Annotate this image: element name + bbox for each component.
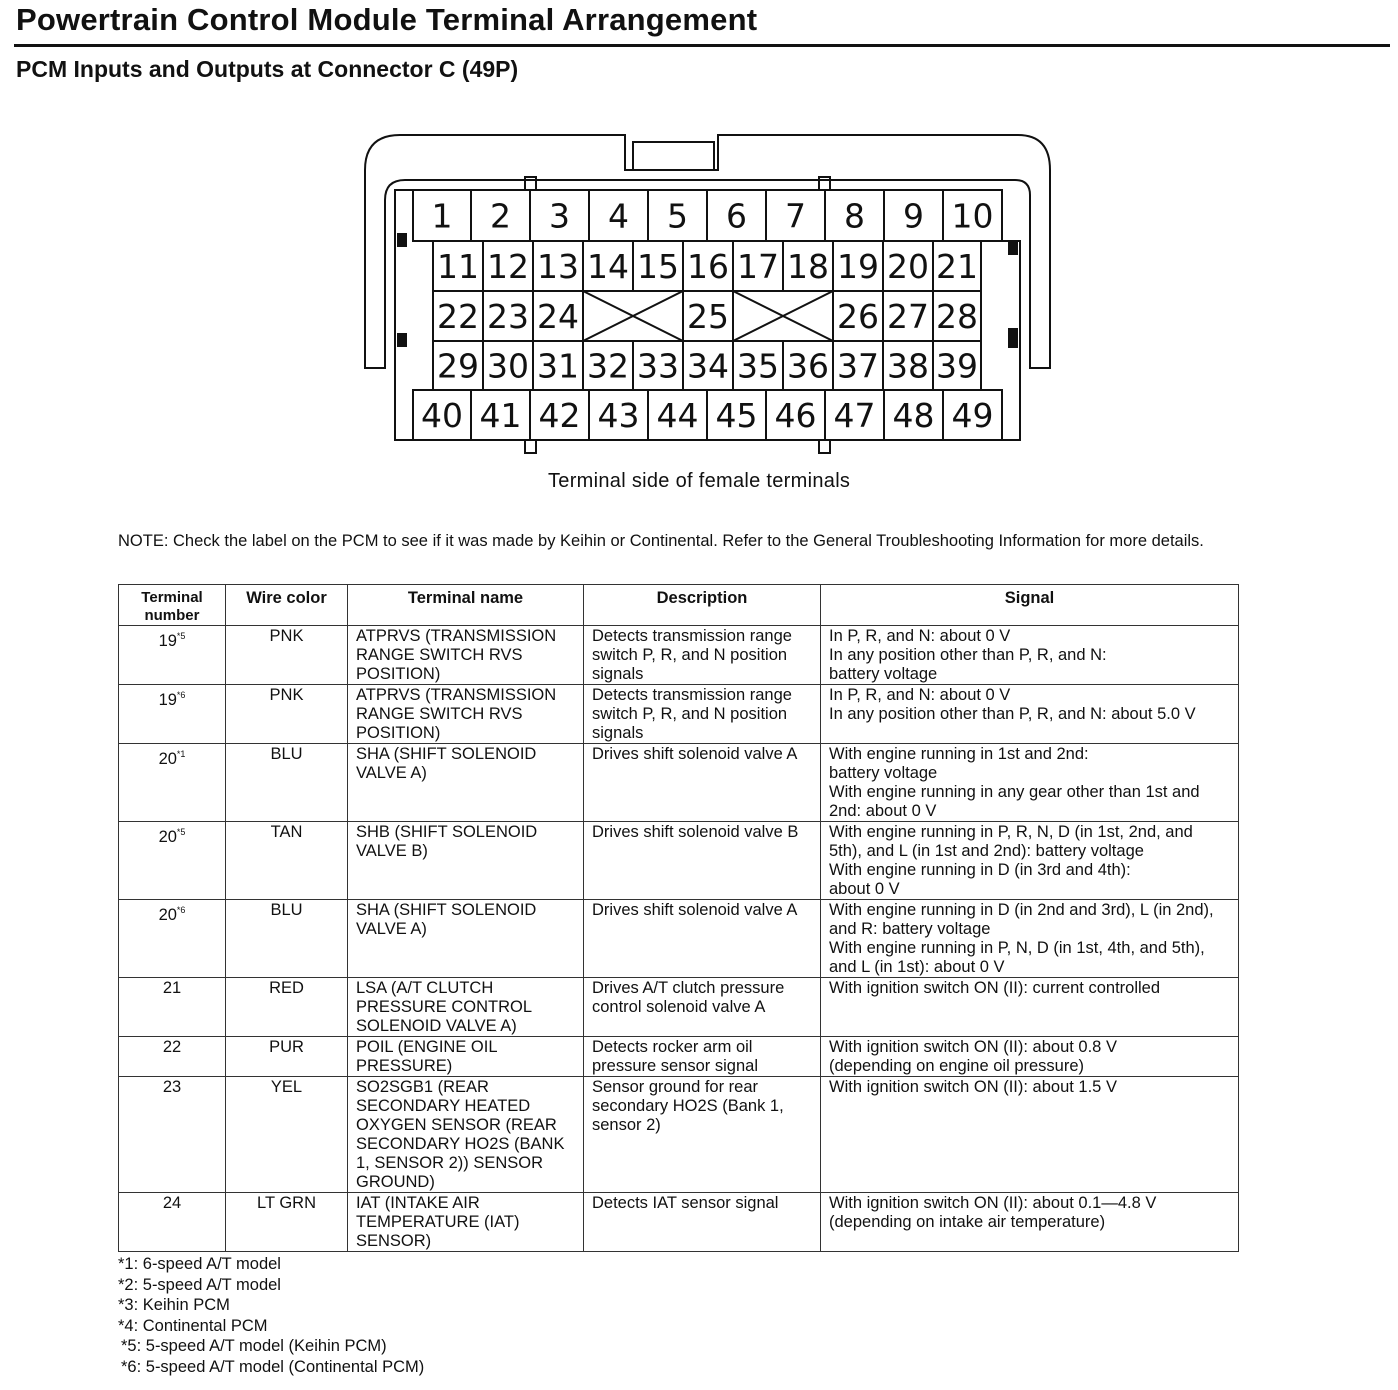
page-title: Powertrain Control Module Terminal Arrangement <box>16 2 758 37</box>
wire-color-cell: PNK <box>226 685 348 744</box>
description-cell: Drives A/T clutch pressure control solenoid valve A <box>584 978 821 1037</box>
connector-diagram <box>0 0 1398 470</box>
signal-cell: With ignition switch ON (II): about 1.5 V <box>821 1077 1239 1193</box>
pin-number: 38 <box>887 346 929 386</box>
pin-number: 14 <box>587 247 629 286</box>
key-tab <box>819 440 830 453</box>
table-row <box>119 1037 1239 1077</box>
pin-number: 7 <box>785 196 806 236</box>
description-cell: Drives shift solenoid valve A <box>584 744 821 822</box>
terminal-number-cell <box>119 1037 226 1077</box>
footnote-marker: *1 <box>176 749 186 759</box>
terminal-number-cell <box>119 822 226 900</box>
terminal-number: 19 <box>158 632 177 650</box>
signal-cell: With engine running in P, R, N, D (in 1st, 2nd, and 5th), and L (in 1st and 2nd): battery voltage With engine running in D (in 3rd and 4th): about 0 V <box>821 822 1239 900</box>
terminal-name-cell: SHB (SHIFT SOLENOID VALVE B) <box>348 822 584 900</box>
col-header-terminal-number: Terminal number <box>119 585 226 626</box>
pin-number: 49 <box>951 396 994 435</box>
terminal-name-cell: LSA (A/T CLUTCH PRESSURE CONTROL SOLENOID VALVE A) <box>348 978 584 1037</box>
signal-cell: In P, R, and N: about 0 V In any position other than P, R, and N: battery voltage <box>821 626 1239 685</box>
pin-number: 23 <box>487 297 529 336</box>
description-cell: Drives shift solenoid valve B <box>584 822 821 900</box>
terminal-name-cell: ATPRVS (TRANSMISSION RANGE SWITCH RVS POSITION) <box>348 626 584 685</box>
terminal-number: 21 <box>162 979 182 997</box>
signal-cell: With engine running in 1st and 2nd: battery voltage With engine running in any gear other than 1st and 2nd: about 0 V <box>821 744 1239 822</box>
pin-number: 32 <box>587 346 629 386</box>
pin-number: 3 <box>549 196 570 236</box>
pin-number: 12 <box>487 247 529 286</box>
pin-number: 40 <box>421 396 463 435</box>
pin-number: 6 <box>726 196 747 236</box>
description-cell: Detects transmission range switch P, R, and N position signals <box>584 685 821 744</box>
footnote-marker: *6 <box>176 690 186 700</box>
terminal-number: 20 <box>158 828 177 846</box>
terminal-number: 24 <box>162 1194 182 1212</box>
terminal-name-cell: SO2SGB1 (REAR SECONDARY HEATED OXYGEN SENSOR (REAR SECONDARY HO2S (BANK 1, SENSOR 2)) SENSOR GROUND) <box>348 1077 584 1193</box>
pin-number: 37 <box>837 346 879 386</box>
pin-number: 18 <box>787 247 829 286</box>
terminal-number-cell <box>119 978 226 1037</box>
pin-number: 42 <box>538 396 581 435</box>
pin-number: 33 <box>637 346 679 386</box>
table-header-row <box>119 585 1239 626</box>
table-row <box>119 744 1239 822</box>
terminal-name-cell: POIL (ENGINE OIL PRESSURE) <box>348 1037 584 1077</box>
signal-cell: With ignition switch ON (II): about 0.1—4.8 V (depending on intake air temperature) <box>821 1193 1239 1252</box>
pin-number: 25 <box>687 297 729 336</box>
pin-number: 34 <box>687 346 729 386</box>
description-cell: Detects rocker arm oil pressure sensor signal <box>584 1037 821 1077</box>
pin-number: 43 <box>597 396 640 435</box>
table-row <box>119 900 1239 978</box>
pin-number: 27 <box>887 297 929 336</box>
key-tab <box>525 177 536 190</box>
pin-number: 39 <box>936 346 978 386</box>
terminal-number-cell <box>119 685 226 744</box>
terminal-number-cell <box>119 1077 226 1193</box>
col-header-description: Description <box>584 585 821 626</box>
footnote: *6: 5-speed A/T model (Continental PCM) <box>121 1357 425 1376</box>
signal-cell: With engine running in D (in 2nd and 3rd), L (in 2nd), and R: battery voltage With engine running in P, N, D (in 1st, 4th, and 5th), and L (in 1st): about 0 V <box>821 900 1239 978</box>
terminal-table <box>118 584 1239 1252</box>
wire-color-cell: RED <box>226 978 348 1037</box>
footnote-marker: *5 <box>176 827 186 837</box>
description-cell: Sensor ground for rear secondary HO2S (Bank 1, sensor 2) <box>584 1077 821 1193</box>
terminal-number-cell <box>119 744 226 822</box>
pin-number: 11 <box>437 247 479 286</box>
table-row <box>119 685 1239 744</box>
pin-number: 35 <box>737 346 779 386</box>
pin-number: 10 <box>951 196 994 236</box>
pin-number: 19 <box>837 247 879 286</box>
note-text: NOTE: Check the label on the PCM to see if it was made by Keihin or Continental. Refer to the General Troubleshooting Information for more details. <box>118 532 1204 550</box>
col-header-terminal-name: Terminal name <box>348 585 584 626</box>
footnote: *5: 5-speed A/T model (Keihin PCM) <box>121 1337 387 1355</box>
pin-number: 48 <box>892 396 935 435</box>
pin-number: 44 <box>656 396 699 435</box>
footnote: *4: Continental PCM <box>118 1316 268 1335</box>
pin-number: 41 <box>479 396 522 435</box>
pin-number: 30 <box>487 346 529 386</box>
pin-number: 9 <box>903 196 924 236</box>
col-header-signal: Signal <box>821 585 1239 626</box>
signal-cell: With ignition switch ON (II): current controlled <box>821 978 1239 1037</box>
pin-number: 31 <box>537 346 579 386</box>
terminal-number: 20 <box>158 906 177 924</box>
signal-cell: In P, R, and N: about 0 V In any position other than P, R, and N: about 5.0 V <box>821 685 1239 744</box>
terminal-number: 22 <box>162 1038 182 1056</box>
pin-number: 15 <box>637 247 679 286</box>
pin-number: 1 <box>431 196 453 236</box>
pin-number: 22 <box>437 297 479 336</box>
pin-number: 2 <box>490 196 511 236</box>
lock-mark <box>1008 328 1018 348</box>
pin-number: 16 <box>687 247 729 286</box>
pin-number: 5 <box>667 196 688 236</box>
diagram-caption: Terminal side of female terminals <box>548 470 851 492</box>
pin-number: 13 <box>537 247 579 286</box>
pin-number: 26 <box>837 297 879 336</box>
pin-number: 36 <box>787 346 829 386</box>
terminal-number: 20 <box>158 750 177 768</box>
footnote: *2: 5-speed A/T model <box>118 1275 281 1294</box>
wire-color-cell: TAN <box>226 822 348 900</box>
wire-color-cell: YEL <box>226 1077 348 1193</box>
footnotes <box>118 1254 424 1377</box>
footnote: *1: 6-speed A/T model <box>118 1255 281 1273</box>
footnote-marker: *6 <box>176 905 186 915</box>
terminal-name-cell: SHA (SHIFT SOLENOID VALVE A) <box>348 900 584 978</box>
description-cell: Drives shift solenoid valve A <box>584 900 821 978</box>
terminal-number-cell <box>119 900 226 978</box>
footnote: *3: Keihin PCM <box>118 1296 230 1314</box>
lock-mark <box>1008 241 1018 255</box>
terminal-name-cell: IAT (INTAKE AIR TEMPERATURE (IAT) SENSOR) <box>348 1193 584 1252</box>
terminal-number: 19 <box>158 691 177 709</box>
wire-color-cell: PNK <box>226 626 348 685</box>
table-row <box>119 1077 1239 1193</box>
lock-mark <box>397 333 407 347</box>
table-row <box>119 626 1239 685</box>
terminal-name-cell: ATPRVS (TRANSMISSION RANGE SWITCH RVS POSITION) <box>348 685 584 744</box>
signal-cell: With ignition switch ON (II): about 0.8 V (depending on engine oil pressure) <box>821 1037 1239 1077</box>
pin-number: 21 <box>936 247 978 286</box>
description-cell: Detects transmission range switch P, R, and N position signals <box>584 626 821 685</box>
wire-color-cell: PUR <box>226 1037 348 1077</box>
key-tab <box>525 440 536 453</box>
terminal-number: 23 <box>162 1078 182 1096</box>
pin-number: 29 <box>437 346 479 386</box>
table-row <box>119 822 1239 900</box>
wire-color-cell: LT GRN <box>226 1193 348 1252</box>
pin-number: 46 <box>774 396 817 435</box>
terminal-number-cell <box>119 1193 226 1252</box>
pin-number: 20 <box>887 247 929 286</box>
terminal-name-cell: SHA (SHIFT SOLENOID VALVE A) <box>348 744 584 822</box>
pin-number: 45 <box>715 396 758 435</box>
pin-number: 8 <box>844 196 865 236</box>
table-row <box>119 1193 1239 1252</box>
wire-color-cell: BLU <box>226 900 348 978</box>
pin-number: 47 <box>833 396 876 435</box>
section-title: PCM Inputs and Outputs at Connector C (49P) <box>16 56 519 82</box>
table-row <box>119 978 1239 1037</box>
pin-number: 17 <box>737 247 779 286</box>
terminal-number-cell <box>119 626 226 685</box>
pin-number: 24 <box>537 297 579 336</box>
wire-color-cell: BLU <box>226 744 348 822</box>
pin-number: 4 <box>608 196 629 236</box>
description-cell: Detects IAT sensor signal <box>584 1193 821 1252</box>
pin-number: 28 <box>936 297 978 336</box>
footnote-marker: *5 <box>176 631 186 641</box>
col-header-wire-color: Wire color <box>226 585 348 626</box>
key-tab <box>819 177 830 190</box>
lock-mark <box>397 233 407 247</box>
connector-latch <box>633 142 714 170</box>
